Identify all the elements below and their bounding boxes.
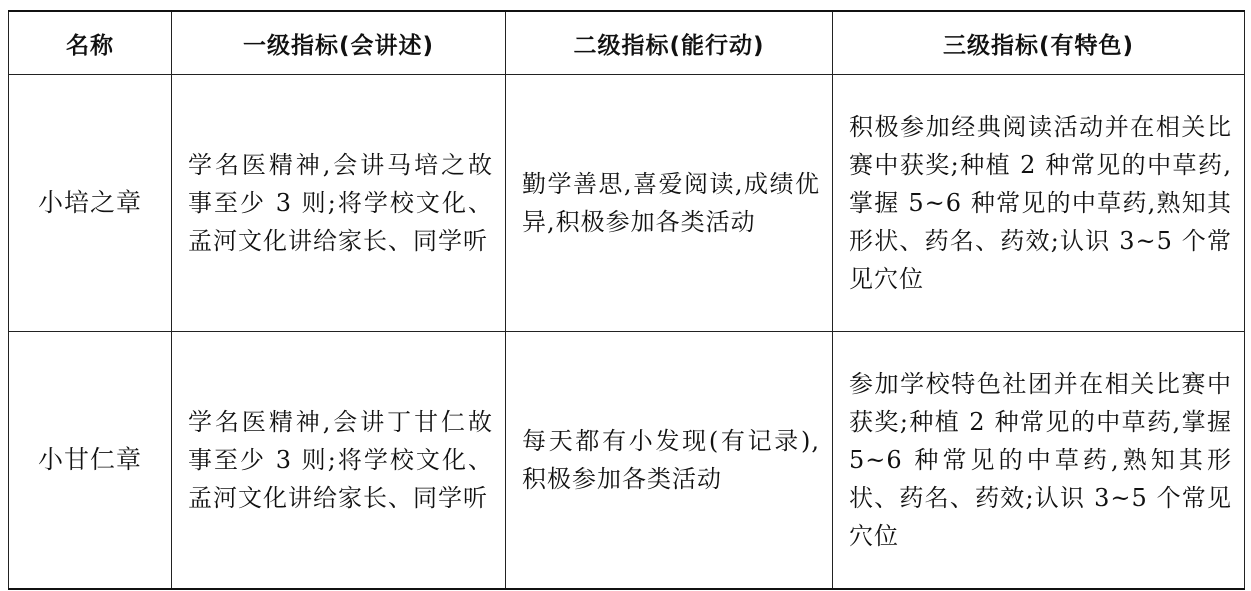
badge-name-cell: 小甘仁章 <box>9 332 172 589</box>
badge-name-cell: 小培之章 <box>9 75 172 332</box>
level1-cell: 学名医精神,会讲马培之故事至少 3 则;将学校文化、孟河文化讲给家长、同学听 <box>172 75 506 332</box>
level1-cell: 学名医精神,会讲丁甘仁故事至少 3 则;将学校文化、孟河文化讲给家长、同学听 <box>172 332 506 589</box>
level2-cell: 勤学善思,喜爱阅读,成绩优异,积极参加各类活动 <box>506 75 833 332</box>
header-level3: 三级指标(有特色) <box>833 11 1245 75</box>
table-row <box>9 75 1245 332</box>
table-row <box>9 332 1245 589</box>
level2-cell: 每天都有小发现(有记录),积极参加各类活动 <box>506 332 833 589</box>
level3-cell: 积极参加经典阅读活动并在相关比赛中获奖;种植 2 种常见的中草药,掌握 5~6 种常见的中草药,熟知其形状、药名、药效;认识 3~5 个常见穴位 <box>833 75 1245 332</box>
header-level2: 二级指标(能行动) <box>506 11 833 75</box>
table-header-row <box>9 11 1245 75</box>
level3-cell: 参加学校特色社团并在相关比赛中获奖;种植 2 种常见的中草药,掌握 5~6 种常见的中草药,熟知其形状、药名、药效;认识 3~5 个常见穴位 <box>833 332 1245 589</box>
badge-criteria-table <box>8 10 1245 590</box>
header-name: 名称 <box>9 11 172 75</box>
header-level1: 一级指标(会讲述) <box>172 11 506 75</box>
